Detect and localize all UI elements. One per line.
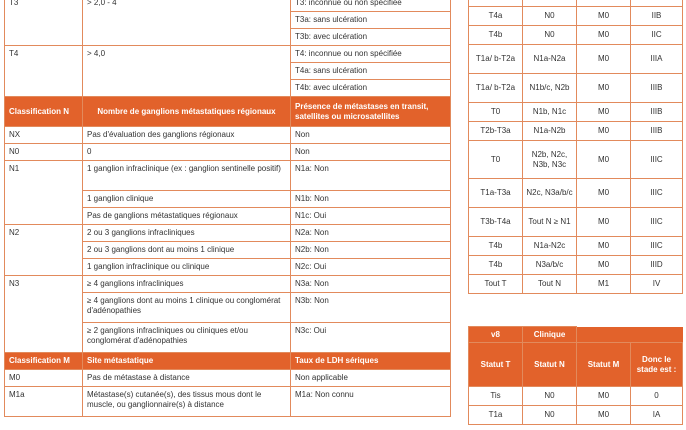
m-category: M1a [5,387,83,417]
stage-s: IIIC [631,141,683,179]
stage-n: N1b/c, N2b [523,74,577,103]
stage-m: M0 [577,141,631,179]
t-sub: T3b: avec ulcération [291,29,451,46]
stage-t: T4b [469,256,523,275]
stage-s: IIIA [631,45,683,74]
stage-t: T4a [469,7,523,26]
stage-t: T2b-T3a [469,122,523,141]
stage-t: Tout T [469,275,523,294]
header-statut-t: Statut T [469,343,523,387]
header-statut-m: Statut M [577,343,631,387]
stage-t: T1a-T3a [469,179,523,208]
stage-s: IIIC [631,237,683,256]
n-desc: 2 ou 3 ganglions dont au moins 1 clinique [83,242,291,259]
stage-t: T3b-T4a [469,208,523,237]
n-category: N2 [5,225,83,276]
blank-cell [577,327,631,343]
stage-m: M0 [577,208,631,237]
stage-s: IIIB [631,103,683,122]
stage-m: M0 [577,7,631,26]
stage-n: N2c, N3a/b/c [523,179,577,208]
n-category: N1 [5,161,83,225]
m-header-ldh: Taux de LDH sériques [291,353,451,370]
stage-n: N2b, N2c, N3b, N3c [523,141,577,179]
header-statut-n: Statut N [523,343,577,387]
stage-m: M0 [577,103,631,122]
m-desc: Pas de métastase à distance [83,370,291,387]
stage-m: M0 [577,45,631,74]
stage-s: IIIC [631,208,683,237]
n-category: NX [5,127,83,144]
stage-t: T1a/ b-T2a [469,74,523,103]
n-value: N1b: Non [291,191,451,208]
stage-s: IA [631,406,683,425]
stage-table-clinical [468,326,683,425]
stage-t: T4b [469,26,523,45]
stage-m: M0 [577,122,631,141]
version-label: v8 [469,327,523,343]
header-stage: Donc le stade est : [631,343,683,387]
stage-m: M1 [577,275,631,294]
n-value: N2a: Non [291,225,451,242]
n-desc: Pas d'évaluation des ganglions régionaux [83,127,291,144]
stage-m: M0 [577,256,631,275]
stage-t: T1a [469,406,523,425]
m-header-site: Site métastatique [83,353,291,370]
n-desc: ≥ 4 ganglions dont au moins 1 clinique ou conglomérat d'adénopathies [83,293,291,323]
t-sub: T3: inconnue ou non spécifiée [291,0,451,12]
m-desc: Métastase(s) cutanée(s), des tissus mous dont le muscle, ou ganglionnaire(s) à distance [83,387,291,417]
stage-t: Tis [469,387,523,406]
stage-m: M0 [577,387,631,406]
t-sub: T3a: sans ulcération [291,12,451,29]
stage-s: 0 [631,387,683,406]
n-desc: 1 ganglion clinique [83,191,291,208]
t-sub: T4a: sans ulcération [291,63,451,80]
stage-m: M0 [577,26,631,45]
stage-n: N1a-N2b [523,122,577,141]
stage-m: M0 [577,406,631,425]
t-category: T3 [5,0,83,46]
stage-s: IIIB [631,74,683,103]
t-category: T4 [5,46,83,97]
stage-n: N0 [523,406,577,425]
n-value: N3c: Oui [291,323,451,353]
n-value: N1a: Non [291,161,451,191]
stage-s: IIID [631,256,683,275]
stage-s: IIIC [631,179,683,208]
n-value: Non [291,127,451,144]
stage-table-pathologic [468,0,683,294]
stage-n: N3a/b/c [523,256,577,275]
n-category: N0 [5,144,83,161]
n-value: N2b: Non [291,242,451,259]
n-value: N3b: Non [291,293,451,323]
blank-cell [631,327,683,343]
stage-n: N1b, N1c [523,103,577,122]
stage-t: T4b [469,237,523,256]
stage-m: M0 [577,237,631,256]
tnm-classification-table [4,0,451,417]
stage-t: T0 [469,103,523,122]
stage-n: N0 [523,7,577,26]
m-header-category: Classification M [5,353,83,370]
n-desc: Pas de ganglions métastatiques régionaux [83,208,291,225]
stage-s: IIC [631,26,683,45]
n-desc: ≥ 2 ganglions infracliniques ou cliniques et/ou conglomérat d'adénopathies [83,323,291,353]
stage-m: M0 [577,74,631,103]
stage-t: T0 [469,141,523,179]
stage-s: IIIB [631,122,683,141]
clinical-label: Clinique [523,327,577,343]
n-desc: 1 ganglion infraclinique (ex : ganglion sentinelle positif) [83,161,291,191]
t-depth: > 2,0 - 4 [83,0,291,46]
n-desc: 1 ganglion infraclinique ou clinique [83,259,291,276]
n-desc: 0 [83,144,291,161]
stage-s: IV [631,275,683,294]
n-value: N3a: Non [291,276,451,293]
stage-t: T1a/ b-T2a [469,45,523,74]
n-value: N2c: Oui [291,259,451,276]
n-value: N1c: Oui [291,208,451,225]
m-value: Non applicable [291,370,451,387]
n-header-transit: Présence de métastases en transit, satellites ou microsatellites [291,97,451,127]
t-sub: T4: inconnue ou non spécifiée [291,46,451,63]
m-value: M1a: Non connu [291,387,451,417]
stage-n: N0 [523,387,577,406]
n-desc: 2 ou 3 ganglions infracliniques [83,225,291,242]
n-header-count: Nombre de ganglions métastatiques régionaux [83,97,291,127]
n-desc: ≥ 4 ganglions infracliniques [83,276,291,293]
stage-n: N1a-N2c [523,237,577,256]
n-category: N3 [5,276,83,353]
stage-n: Tout N ≥ N1 [523,208,577,237]
stage-n: N0 [523,26,577,45]
stage-n: N1a-N2a [523,45,577,74]
t-sub: T4b: avec ulcération [291,80,451,97]
t-depth: > 4,0 [83,46,291,97]
n-value: Non [291,144,451,161]
m-category: M0 [5,370,83,387]
n-header-category: Classification N [5,97,83,127]
stage-n: Tout N [523,275,577,294]
stage-s: IIB [631,7,683,26]
stage-m: M0 [577,179,631,208]
